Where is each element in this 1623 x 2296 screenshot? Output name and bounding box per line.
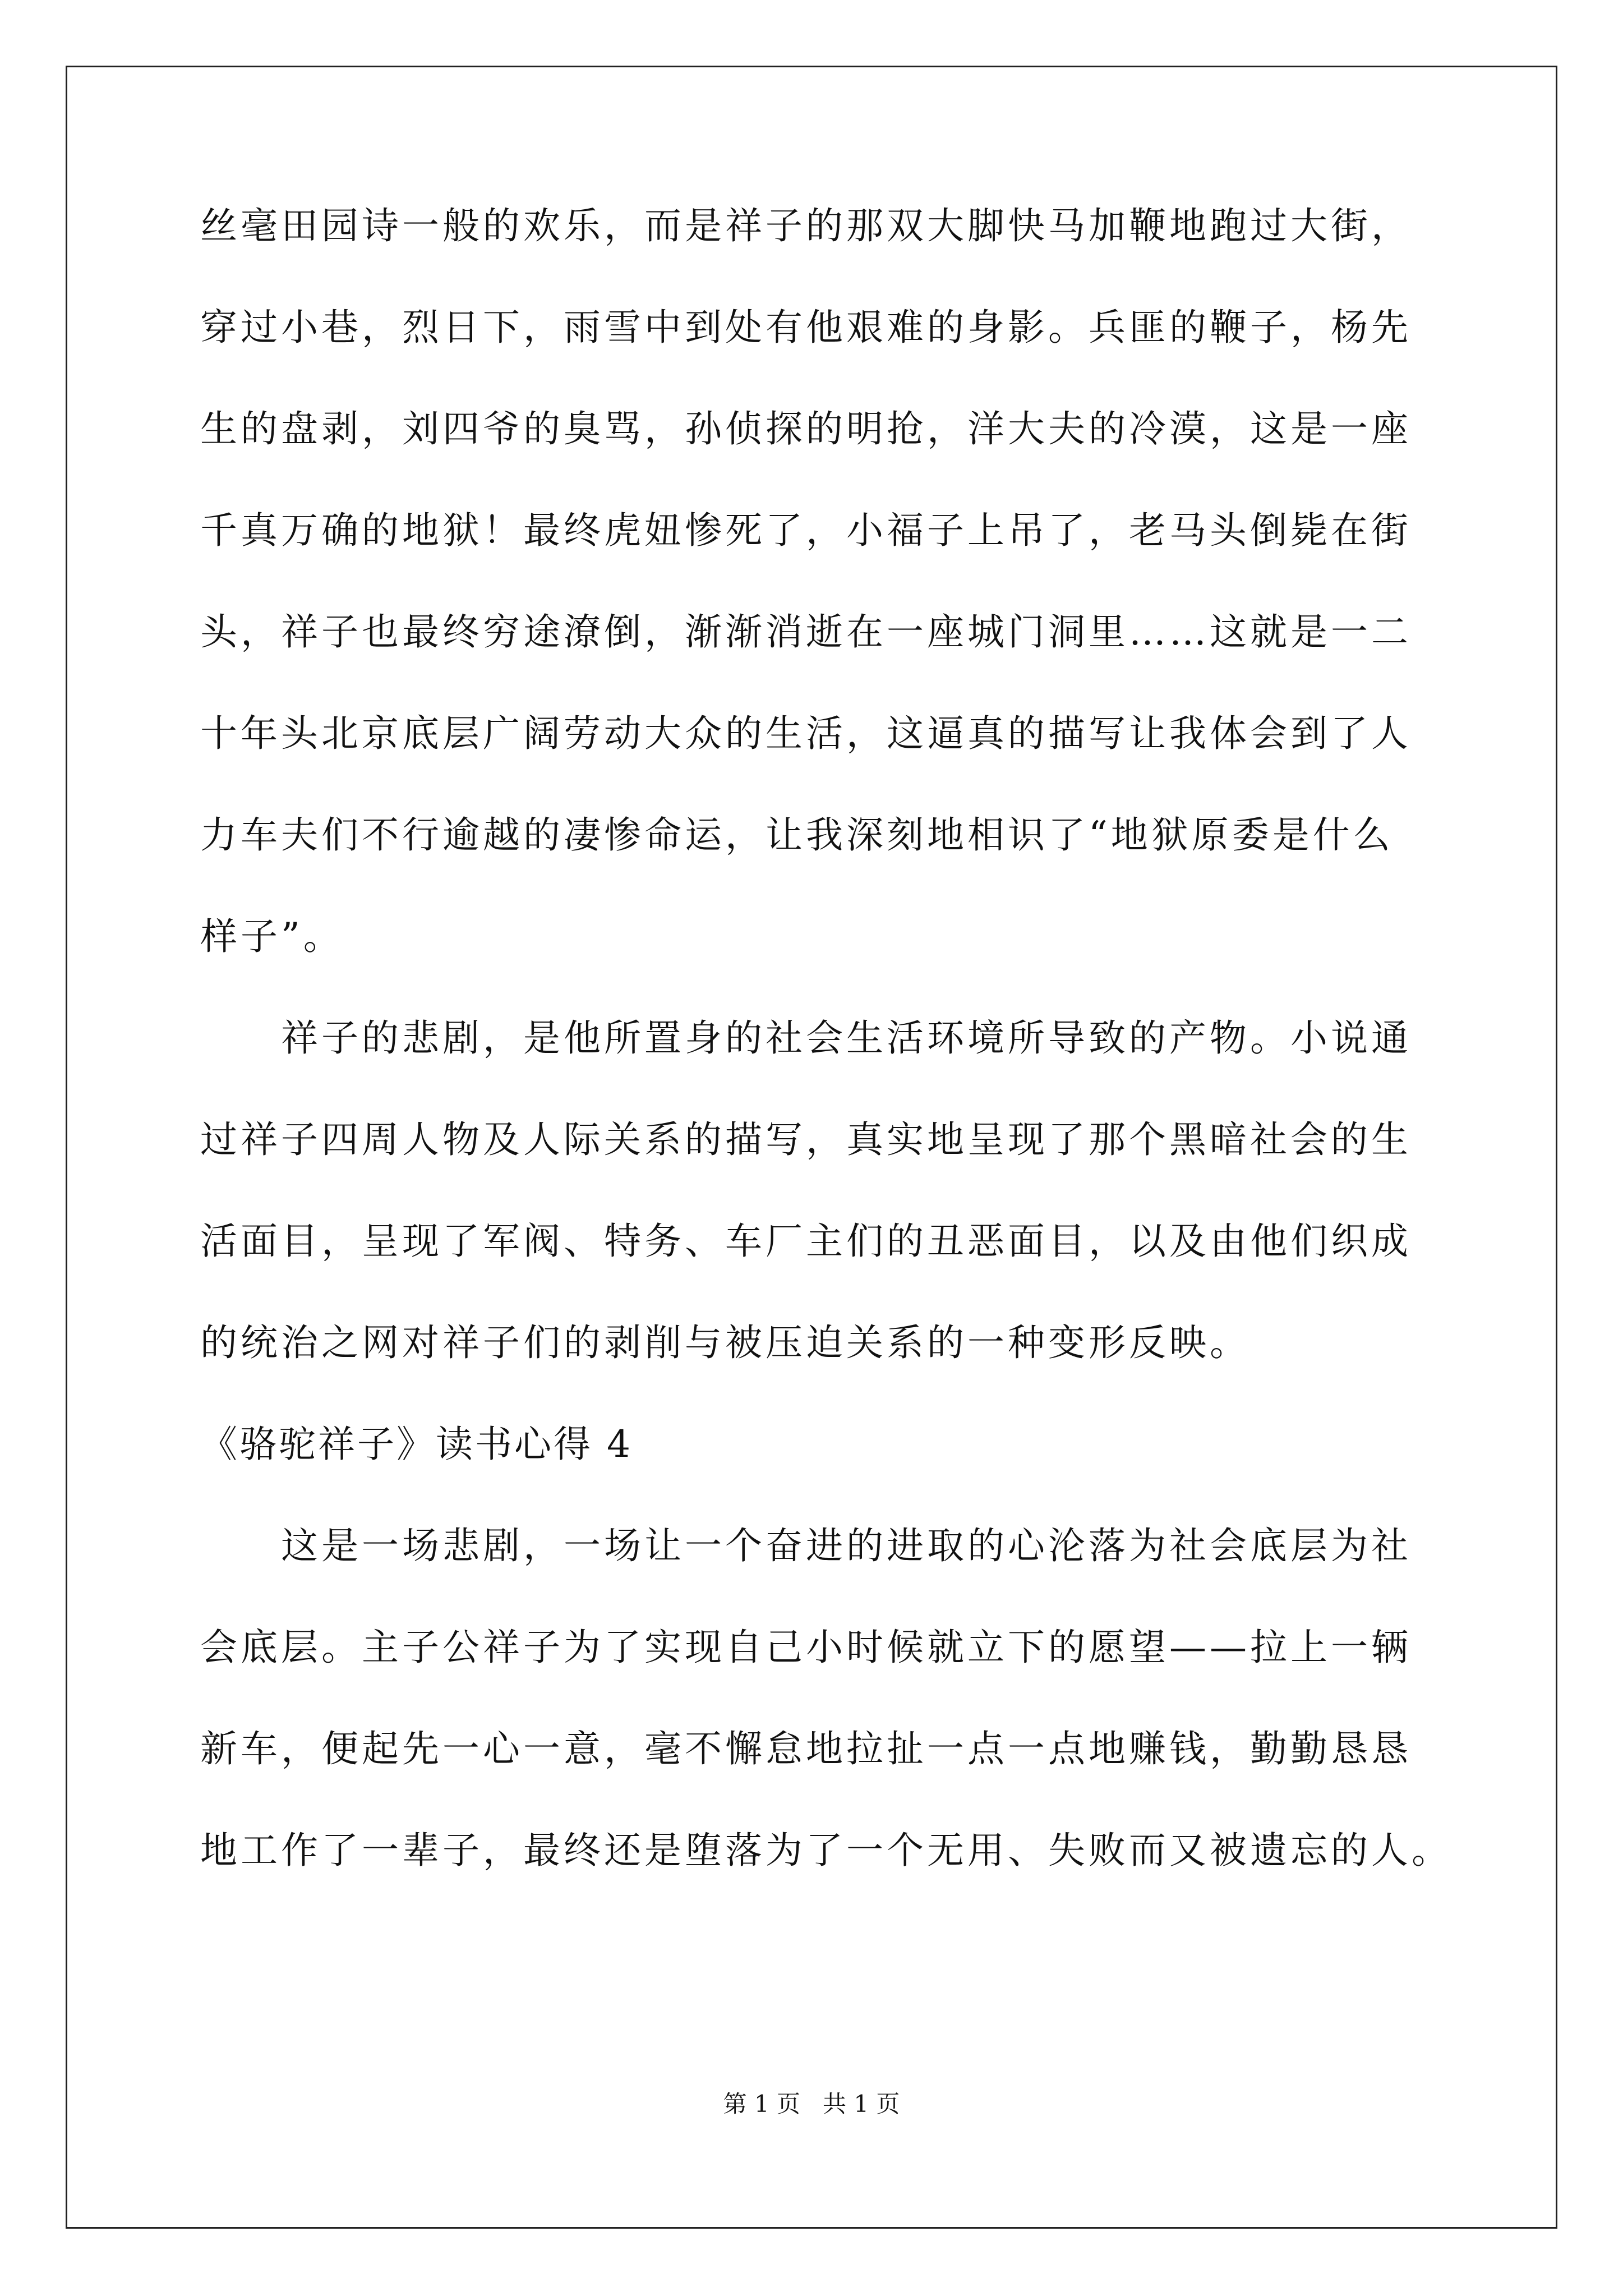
text-line: 祥子的悲剧，是他所置身的社会生活环境所导致的产物。小说通 [200, 1016, 1412, 1060]
text-line: 过祥子四周人物及人际关系的描写，真实地呈现了那个黑暗社会的生 [200, 1118, 1412, 1161]
text-line: 会底层。主子公祥子为了实现自己小时候就立下的愿望——拉上一辆 [200, 1626, 1412, 1669]
text-line: 十年头北京底层广阔劳动大众的生活，这逼真的描写让我体会到了人 [200, 712, 1412, 755]
text-line: 穿过小巷，烈日下，雨雪中到处有他艰难的身影。兵匪的鞭子，杨先 [200, 306, 1412, 349]
text-line: 生的盘剥，刘四爷的臭骂，孙侦探的明抢，洋大夫的冷漠，这是一座 [200, 407, 1412, 450]
text-line: 丝毫田园诗一般的欢乐，而是祥子的那双大脚快马加鞭地跑过大街， [200, 204, 1412, 247]
text-line: 地工作了一辈子，最终还是堕落为了一个无用、失败而又被遗忘的人。 [200, 1829, 1452, 1872]
text-line: 力车夫们不行逾越的凄惨命运，让我深刻地相识了“地狱原委是什么 [200, 813, 1394, 857]
page-total: 共 1 页 [823, 2090, 900, 2118]
text-line: 头，祥子也最终穷途潦倒，渐渐消逝在一座城门洞里……这就是一二 [200, 610, 1412, 654]
section-heading: 《骆驼祥子》读书心得 4 [200, 1423, 633, 1466]
text-line: 新车，便起先一心一意，毫不懈怠地拉扯一点一点地赚钱，勤勤恳恳 [200, 1727, 1412, 1770]
document-body [200, 204, 1452, 1934]
text-line: 这是一场悲剧，一场让一个奋进的进取的心沦落为社会底层为社 [200, 1524, 1412, 1567]
page-number: 第 1 页 [723, 2090, 800, 2118]
text-line: 千真万确的地狱！最终虎妞惨死了，小福子上吊了，老马头倒毙在街 [200, 509, 1412, 552]
text-line: 活面目，呈现了军阀、特务、车厂主们的丑恶面目，以及由他们织成 [200, 1220, 1412, 1263]
text-line: 的统治之网对祥子们的剥削与被压迫关系的一种变形反映。 [200, 1321, 1250, 1364]
text-line: 样子”。 [200, 915, 344, 958]
page-footer [0, 2092, 1623, 2116]
